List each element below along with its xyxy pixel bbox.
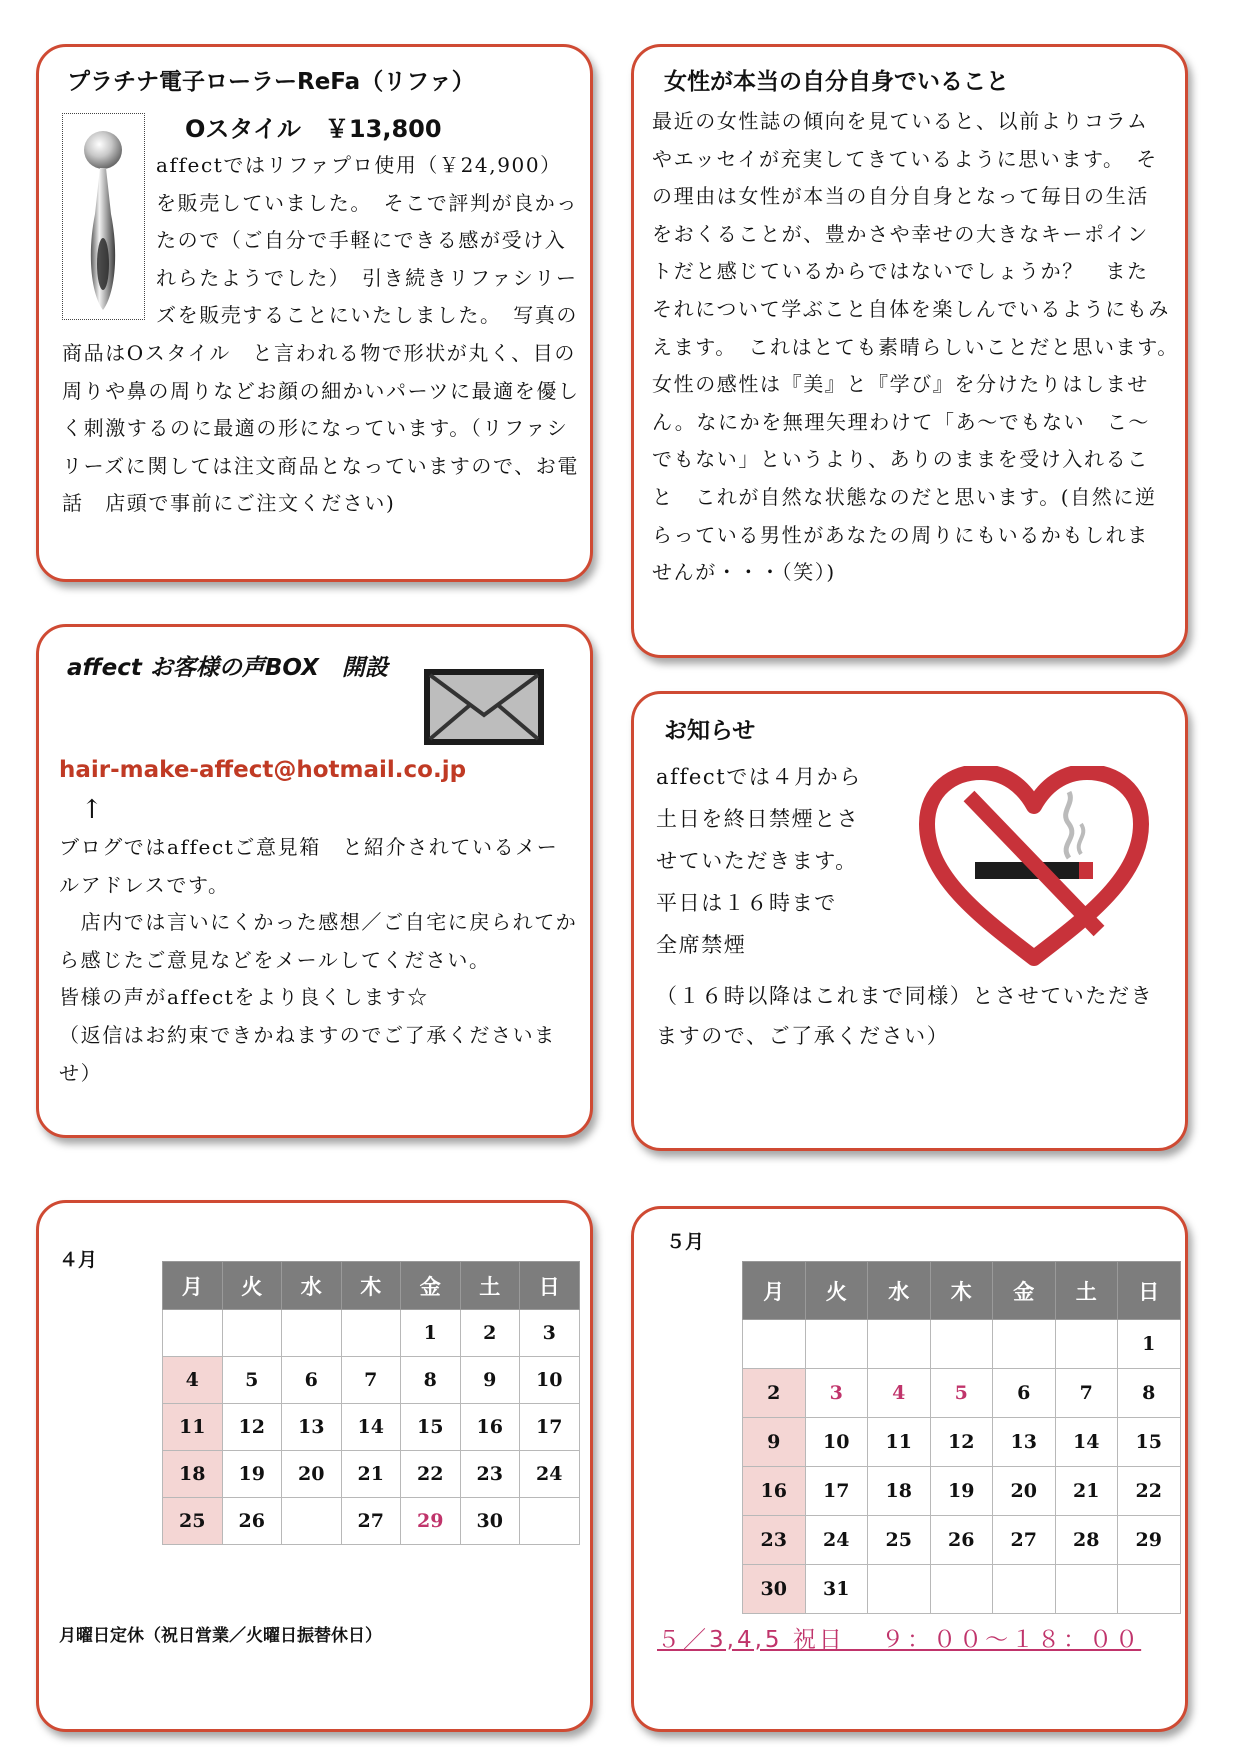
voice-body-3: 皆様の声がaffectをより良くします☆ xyxy=(59,985,429,1010)
calendar-day: 16 xyxy=(743,1467,806,1516)
calendar-empty-cell xyxy=(222,1310,282,1357)
women-title: 女性が本当の自分自身でいること xyxy=(664,69,1009,95)
calendar-day: 9 xyxy=(460,1357,520,1404)
calendar-day: 26 xyxy=(930,1516,993,1565)
calendar-day: 19 xyxy=(930,1467,993,1516)
calendar-day: 4 xyxy=(868,1369,931,1418)
voice-body-1: ブログではaffectご意見箱 と紹介されているメールアドレスです。 xyxy=(59,835,559,897)
calendar-day: 10 xyxy=(520,1357,580,1404)
weekday-header: 日 xyxy=(520,1262,580,1310)
no-smoking-heart-icon xyxy=(919,766,1149,966)
voice-panel xyxy=(36,624,593,1138)
calendar-day: 20 xyxy=(282,1451,342,1498)
notice-line-2: 土日を終日禁煙とさ xyxy=(656,807,860,831)
calendar-day: 15 xyxy=(1118,1418,1181,1467)
calendar-day: 13 xyxy=(993,1418,1056,1467)
calendar-day: 7 xyxy=(341,1357,401,1404)
calendar-day: 9 xyxy=(743,1418,806,1467)
calendar-empty-cell xyxy=(805,1320,868,1369)
calendar-empty-cell xyxy=(282,1498,342,1545)
envelope-icon xyxy=(424,669,544,745)
calendar-day: 20 xyxy=(993,1467,1056,1516)
notice-title: お知らせ xyxy=(664,718,756,744)
notice-footer: （１６時以降はこれまで同様）とさせていただきますので、ご了承ください） xyxy=(656,984,1154,1048)
notice-lines xyxy=(656,756,862,966)
notice-line-3: せていただきます。 xyxy=(656,849,858,873)
voice-body xyxy=(59,829,579,1092)
calendar-day: 23 xyxy=(743,1516,806,1565)
calendar-day: 30 xyxy=(743,1565,806,1614)
calendar-day: 1 xyxy=(401,1310,461,1357)
calendar-week-row xyxy=(163,1357,580,1404)
notice-line-1: affectでは４月から xyxy=(656,765,862,789)
calendar-day: 16 xyxy=(460,1404,520,1451)
calendar-empty-cell xyxy=(993,1565,1056,1614)
voice-body-2: 店内では言いにくかった感想／ご自宅に戻られてから感じたご意見などをメールしてください。 xyxy=(59,910,578,972)
april-calendar xyxy=(162,1261,580,1545)
weekday-header: 土 xyxy=(1055,1262,1118,1320)
calendar-empty-cell xyxy=(930,1320,993,1369)
calendar-empty-cell xyxy=(868,1320,931,1369)
weekday-header: 金 xyxy=(401,1262,461,1310)
calendar-day: 12 xyxy=(222,1404,282,1451)
calendar-day: 25 xyxy=(163,1498,223,1545)
calendar-week-row xyxy=(743,1369,1181,1418)
calendar-day: 18 xyxy=(163,1451,223,1498)
calendar-day: 28 xyxy=(1055,1516,1118,1565)
weekday-header: 火 xyxy=(805,1262,868,1320)
notice-panel xyxy=(631,691,1188,1151)
calendar-week-row xyxy=(743,1565,1181,1614)
calendar-day: 14 xyxy=(341,1404,401,1451)
weekday-header: 水 xyxy=(868,1262,931,1320)
calendar-day: 17 xyxy=(805,1467,868,1516)
up-arrow-icon: ↑ xyxy=(81,795,103,825)
calendar-day: 21 xyxy=(341,1451,401,1498)
calendar-day: 6 xyxy=(993,1369,1056,1418)
calendar-empty-cell xyxy=(341,1310,401,1357)
calendar-empty-cell xyxy=(1118,1565,1181,1614)
calendar-day: 8 xyxy=(401,1357,461,1404)
calendar-week-row xyxy=(743,1467,1181,1516)
voice-title: affect お客様の声BOX 開設 xyxy=(67,655,388,681)
weekday-header: 木 xyxy=(930,1262,993,1320)
weekday-header: 日 xyxy=(1118,1262,1181,1320)
april-note: 月曜日定休（祝日営業／火曜日振替休日） xyxy=(59,1626,382,1646)
calendar-empty-cell xyxy=(1055,1320,1118,1369)
calendar-day: 26 xyxy=(222,1498,282,1545)
calendar-day: 3 xyxy=(520,1310,580,1357)
calendar-empty-cell xyxy=(993,1320,1056,1369)
calendar-day: 24 xyxy=(805,1516,868,1565)
april-weeks xyxy=(163,1310,580,1545)
calendar-day: 4 xyxy=(163,1357,223,1404)
calendar-empty-cell xyxy=(520,1498,580,1545)
may-weeks xyxy=(743,1320,1181,1614)
calendar-day: 11 xyxy=(163,1404,223,1451)
calendar-day: 30 xyxy=(460,1498,520,1545)
refa-style-price: Oスタイル ￥13,800 xyxy=(185,115,442,143)
calendar-week-row xyxy=(743,1418,1181,1467)
calendar-day: 1 xyxy=(1118,1320,1181,1369)
notice-line-4: 平日は１６時まで xyxy=(656,891,837,915)
women-panel xyxy=(631,44,1191,658)
weekday-header: 金 xyxy=(993,1262,1056,1320)
women-body: 最近の女性誌の傾向を見ていると、以前よりコラムやエッセイが充実してきているように思います。 その理由は女性が本当の自分自身となって毎日の生活をおくることが、豊かさや幸せの大きなキーポイントだと感じているからではないでしょうか？ またそれについて学ぶこと自体を楽しんでいるようにもみえます。 これはとても素晴らしいことだと思います。 女性の感性は『美』と『学び』を分けたりはしません。なにかを無理矢理わけて「あ〜でもない こ〜でもない」というより、ありのままを受け入れること これが自然な状態なのだと思います。(自然に逆らっている男性があなたの周りにもいるかもしれませんが・・・（笑）) xyxy=(652,109,1191,585)
calendar-day: 14 xyxy=(1055,1418,1118,1467)
calendar-day: 8 xyxy=(1118,1369,1181,1418)
calendar-day: 29 xyxy=(1118,1516,1181,1565)
calendar-day: 27 xyxy=(341,1498,401,1545)
calendar-day: 17 xyxy=(520,1404,580,1451)
calendar-empty-cell xyxy=(163,1310,223,1357)
calendar-day: 2 xyxy=(460,1310,520,1357)
notice-line-5: 全席禁煙 xyxy=(656,933,747,957)
may-weekday-row xyxy=(743,1262,1181,1320)
calendar-day: 11 xyxy=(868,1418,931,1467)
refa-body xyxy=(62,147,582,523)
april-calendar-panel xyxy=(36,1200,593,1732)
may-calendar xyxy=(742,1261,1181,1614)
calendar-day: 18 xyxy=(868,1467,931,1516)
calendar-week-row xyxy=(163,1498,580,1545)
refa-panel xyxy=(36,44,593,582)
calendar-day: 5 xyxy=(930,1369,993,1418)
calendar-empty-cell xyxy=(1055,1565,1118,1614)
may-note: ５／3,4,5 祝日 ９：００〜１８：００ xyxy=(657,1627,1142,1653)
calendar-day: 24 xyxy=(520,1451,580,1498)
calendar-week-row xyxy=(743,1516,1181,1565)
calendar-day: 22 xyxy=(1118,1467,1181,1516)
may-label: ５月 xyxy=(666,1231,705,1253)
calendar-week-row xyxy=(743,1320,1181,1369)
may-calendar-panel xyxy=(631,1206,1188,1732)
calendar-day: 29 xyxy=(401,1498,461,1545)
calendar-day: 23 xyxy=(460,1451,520,1498)
weekday-header: 土 xyxy=(460,1262,520,1310)
calendar-empty-cell xyxy=(930,1565,993,1614)
refa-title: プラチナ電子ローラーReFa（リファ） xyxy=(67,69,475,95)
calendar-day: 12 xyxy=(930,1418,993,1467)
calendar-day: 6 xyxy=(282,1357,342,1404)
weekday-header: 水 xyxy=(282,1262,342,1310)
calendar-day: 7 xyxy=(1055,1369,1118,1418)
calendar-empty-cell xyxy=(282,1310,342,1357)
voice-body-4: （返信はお約束できかねますのでご了承くださいませ） xyxy=(59,1022,556,1085)
calendar-day: 21 xyxy=(1055,1467,1118,1516)
calendar-week-row xyxy=(163,1451,580,1498)
calendar-day: 19 xyxy=(222,1451,282,1498)
calendar-day: 15 xyxy=(401,1404,461,1451)
calendar-empty-cell xyxy=(743,1320,806,1369)
calendar-empty-cell xyxy=(868,1565,931,1614)
weekday-header: 月 xyxy=(163,1262,223,1310)
weekday-header: 火 xyxy=(222,1262,282,1310)
calendar-day: 2 xyxy=(743,1369,806,1418)
calendar-week-row xyxy=(163,1404,580,1451)
calendar-day: 25 xyxy=(868,1516,931,1565)
weekday-header: 月 xyxy=(743,1262,806,1320)
voice-email-link[interactable]: hair-make-affect@hotmail.co.jp xyxy=(59,757,467,783)
weekday-header: 木 xyxy=(341,1262,401,1310)
calendar-day: 13 xyxy=(282,1404,342,1451)
refa-body-text: affectではリファプロ使用（￥24,900）を販売していました。 そこで評判が良かったので（ご自分で手軽にできる感が受け入れらたようでした） 引き続きリファシリーズを販売することにいたしました。 写真の商品はOスタイル と言われる物で形状が丸く、目の周りや鼻の周りなどお顔の細かいパーツに最適を優しく刺激するのに最適の形になっています。（リファシリーズに関しては注文商品となっていますので、お電話 店頭で事前にご注文ください) xyxy=(62,153,580,516)
calendar-day: 10 xyxy=(805,1418,868,1467)
calendar-day: 3 xyxy=(805,1369,868,1418)
april-label: ４月 xyxy=(59,1249,98,1271)
calendar-day: 5 xyxy=(222,1357,282,1404)
calendar-day: 27 xyxy=(993,1516,1056,1565)
calendar-day: 31 xyxy=(805,1565,868,1614)
calendar-day: 22 xyxy=(401,1451,461,1498)
april-weekday-row xyxy=(163,1262,580,1310)
calendar-week-row xyxy=(163,1310,580,1357)
